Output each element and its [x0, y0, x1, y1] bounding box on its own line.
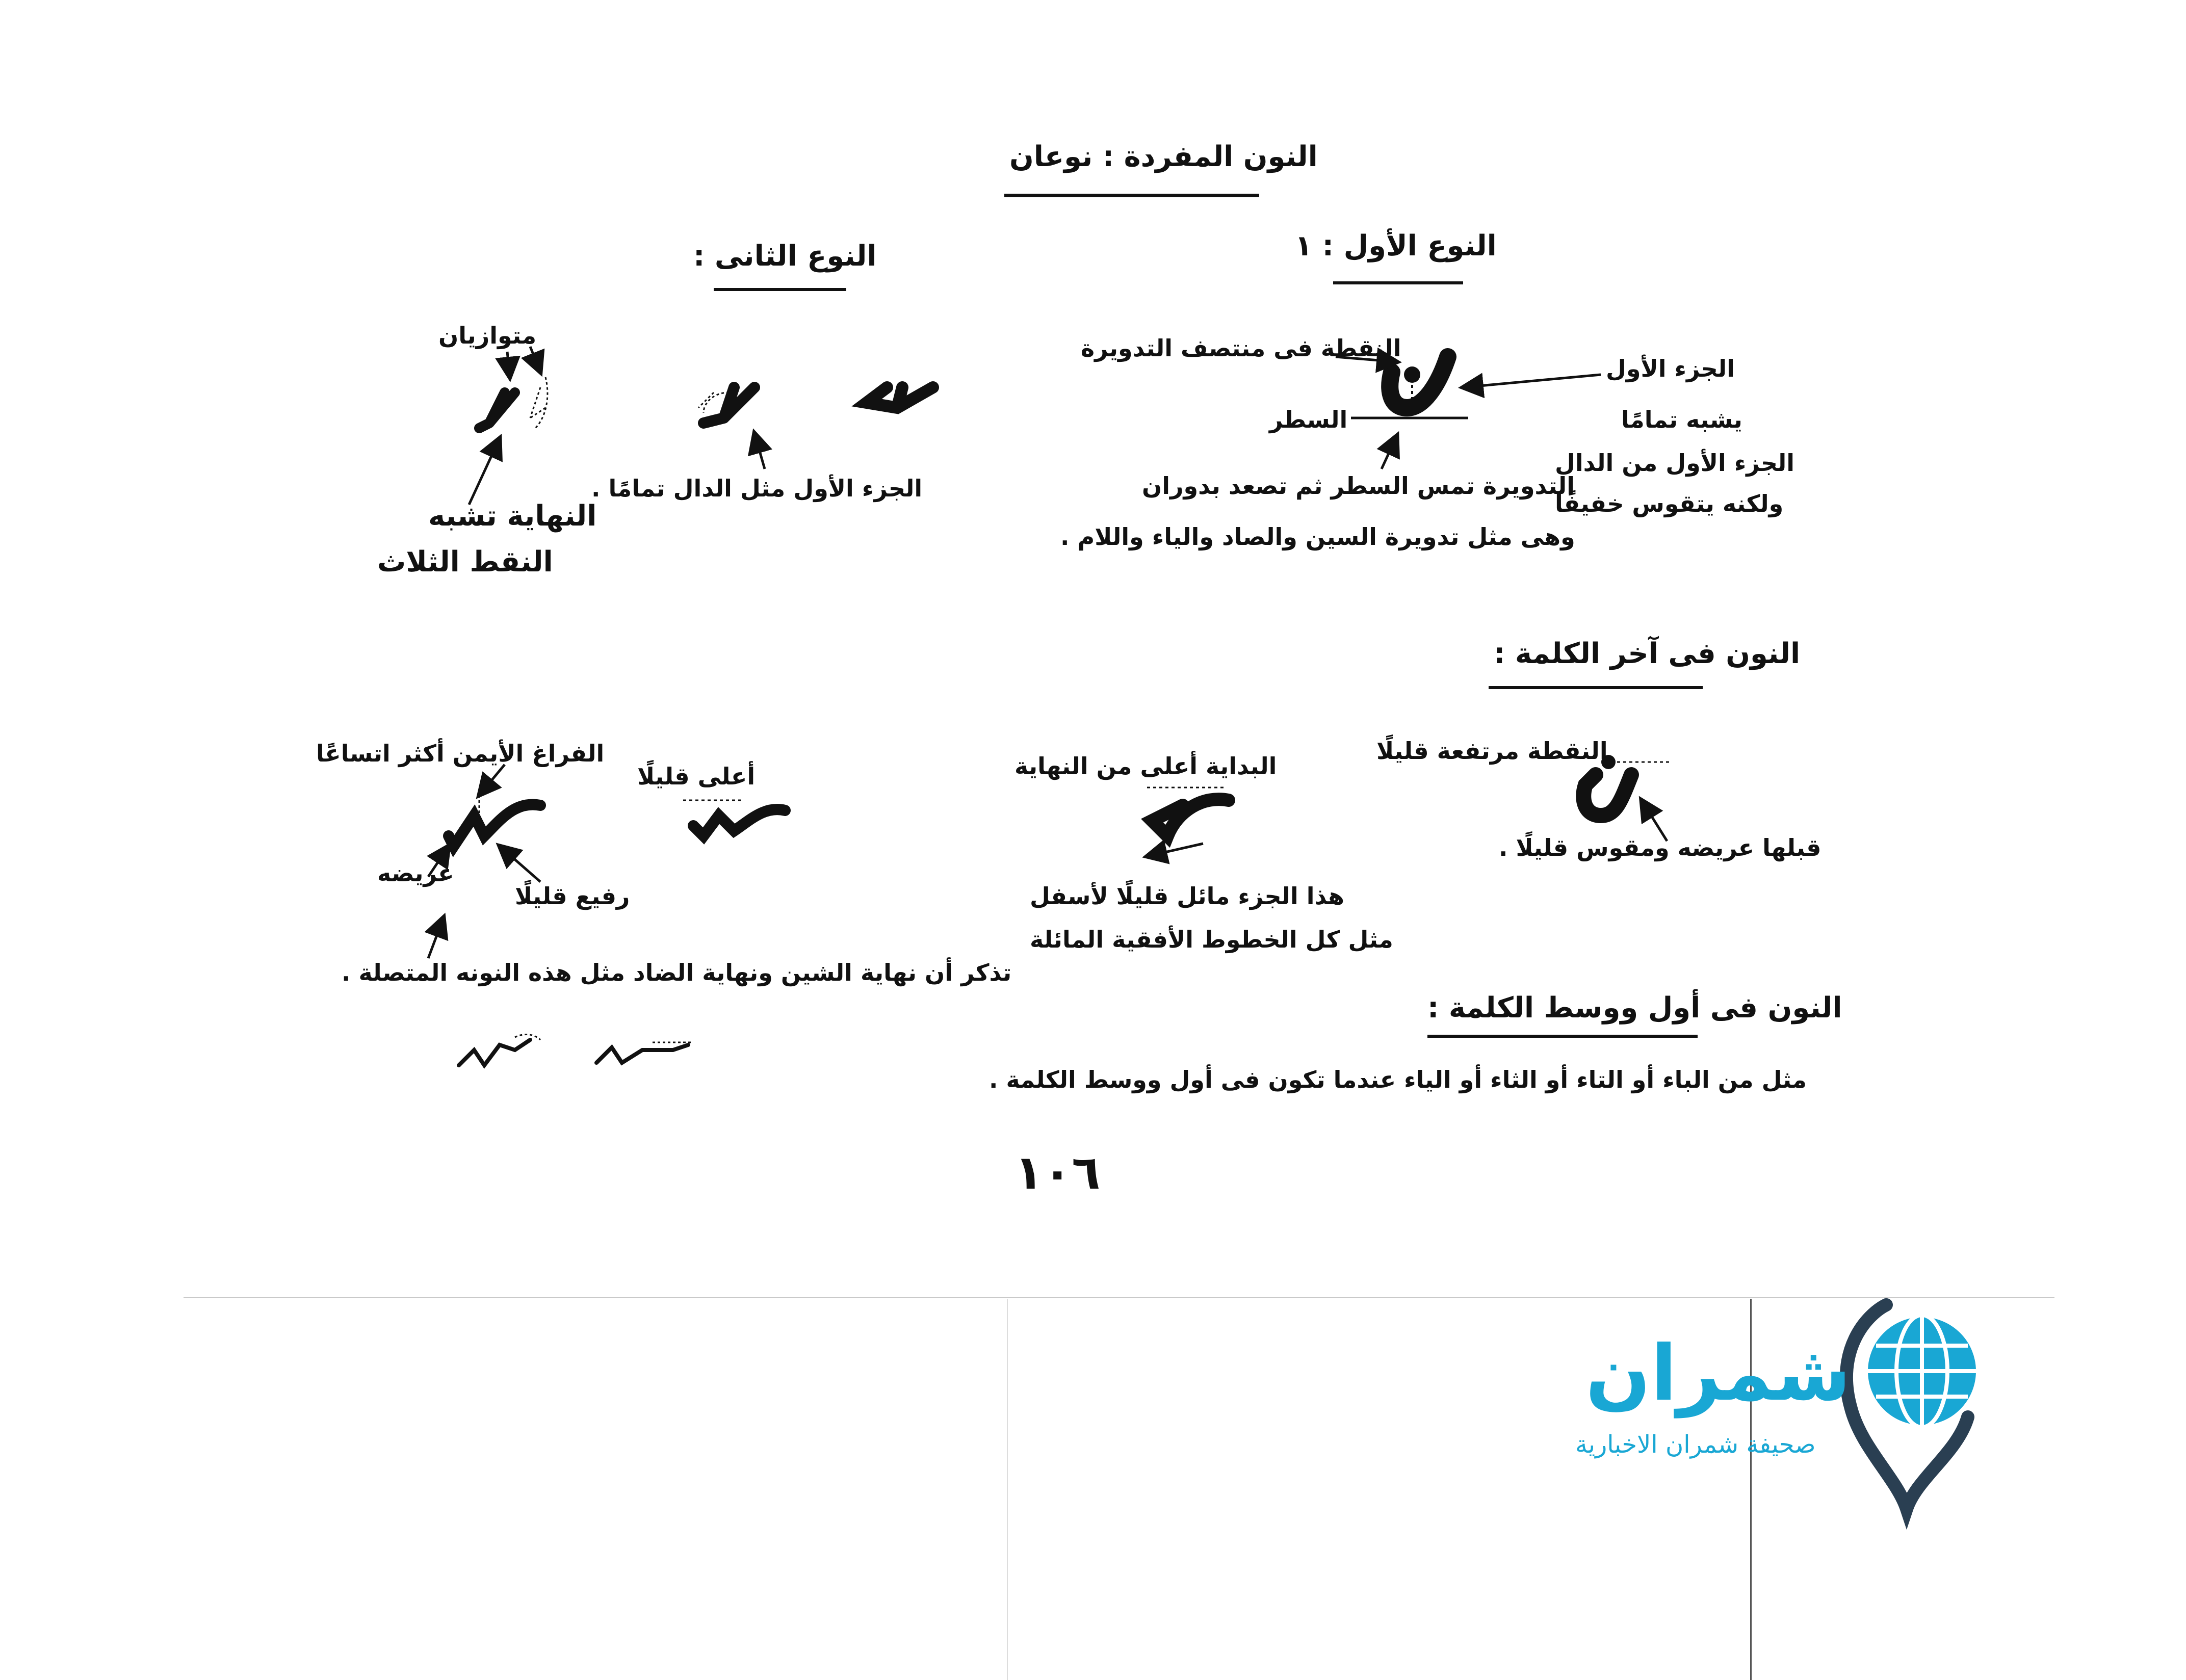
type1-similar-3: ولكنه يتقوس خفيفًا — [1555, 490, 1784, 517]
type2-parallel: متوازيان — [438, 322, 537, 349]
end-underline — [1489, 686, 1703, 689]
type2-ending-2: النقط الثلاث — [377, 545, 553, 579]
sheen-dad-endings — [459, 1035, 693, 1065]
end-tilt-1: هذا الجزء مائل قليلًا لأسفل — [1030, 882, 1344, 910]
type1-first-part: الجزء الأول — [1606, 355, 1735, 382]
type2-first-part: الجزء الأول مثل الدال تمامًا . — [591, 475, 923, 502]
end-heading: النون فى آخر الكلمة : — [1494, 637, 1801, 670]
end-left-space: الفراغ الأيمن أكثر اتساعًا — [316, 740, 605, 767]
start-middle-underline — [1427, 1035, 1698, 1038]
type1-similar-1: يشبه تمامًا — [1621, 406, 1742, 433]
type1-underline — [1333, 281, 1463, 284]
arrow-curve-touch — [1382, 436, 1397, 469]
noon-type2-glyph-a — [867, 387, 933, 408]
noon-type1-glyph — [1351, 357, 1468, 418]
type1-curve-1: التدويرة تمس السطر ثم تصعد بدوران — [1142, 472, 1575, 500]
arrow-first-part-2 — [754, 433, 765, 469]
end-slightly-higher: أعلى قليلًا — [637, 763, 756, 790]
page-number: ١٠٦ — [1014, 1145, 1101, 1200]
type2-heading: النوع الثانى : — [693, 240, 877, 273]
arrow-remember — [428, 917, 444, 958]
scan-edge-horizontal — [184, 1297, 2054, 1298]
page-title: النون المفردة : نوعان — [1009, 140, 1318, 173]
logo-tagline: صحيفة شمران الاخبارية — [1575, 1430, 1816, 1459]
type2-ending-1: النهاية تشبه — [428, 500, 597, 533]
type1-dot-label: النقطة فى منتصف التدويرة — [1081, 334, 1401, 362]
end-tilt-2: مثل كل الخطوط الأفقية المائلة — [1030, 926, 1393, 953]
arrow-thin — [500, 846, 540, 882]
start-middle-heading: النون فى أول ووسط الكلمة : — [1427, 991, 1842, 1025]
end-thin: رفيع قليلًا — [515, 882, 630, 910]
arrow-ending — [469, 438, 500, 505]
type1-heading: النوع الأول : ١ — [1295, 229, 1497, 262]
end-remember: تذكر أن نهاية الشين ونهاية الضاد مثل هذه النونه المتصلة . — [342, 959, 1012, 986]
arrow-first-part — [1463, 375, 1601, 387]
end-dot-raised: النقطة مرتفعة قليلًا — [1376, 737, 1608, 765]
type1-line-label: السطر — [1269, 406, 1348, 433]
scan-edge-vertical-left — [1007, 1299, 1008, 1680]
noon-end-glyph-d — [449, 790, 540, 846]
noon-end-glyph-c — [683, 800, 785, 836]
noon-type2-glyph-c — [479, 377, 548, 428]
logo-name: شمران — [1585, 1329, 1851, 1418]
noon-type2-glyph-b — [698, 387, 754, 423]
logo-globe-icon — [1846, 1305, 1978, 1509]
arrow-parallel — [530, 347, 540, 372]
end-before-it: قبلها عريضه ومقوس قليلًا . — [1499, 834, 1821, 861]
type1-curve-2: وهى مثل تدويرة السين والصاد والياء واللام . — [1060, 523, 1575, 550]
noon-end-glyph-b — [1147, 788, 1229, 836]
type2-underline — [714, 288, 846, 291]
type1-similar-2: الجزء الأول من الدال — [1555, 449, 1795, 477]
start-middle-text: مثل من الباء أو التاء أو الثاء أو الياء عندما تكون فى أول ووسط الكلمة . — [989, 1066, 1807, 1093]
end-wide: عريضه — [377, 859, 454, 887]
arrow-tilt — [1147, 844, 1203, 856]
arrow-left-space — [479, 765, 505, 795]
end-start-higher: البداية أعلى من النهاية — [1014, 752, 1277, 780]
arrow-parallel-2 — [507, 352, 510, 377]
title-underline — [1004, 194, 1259, 197]
